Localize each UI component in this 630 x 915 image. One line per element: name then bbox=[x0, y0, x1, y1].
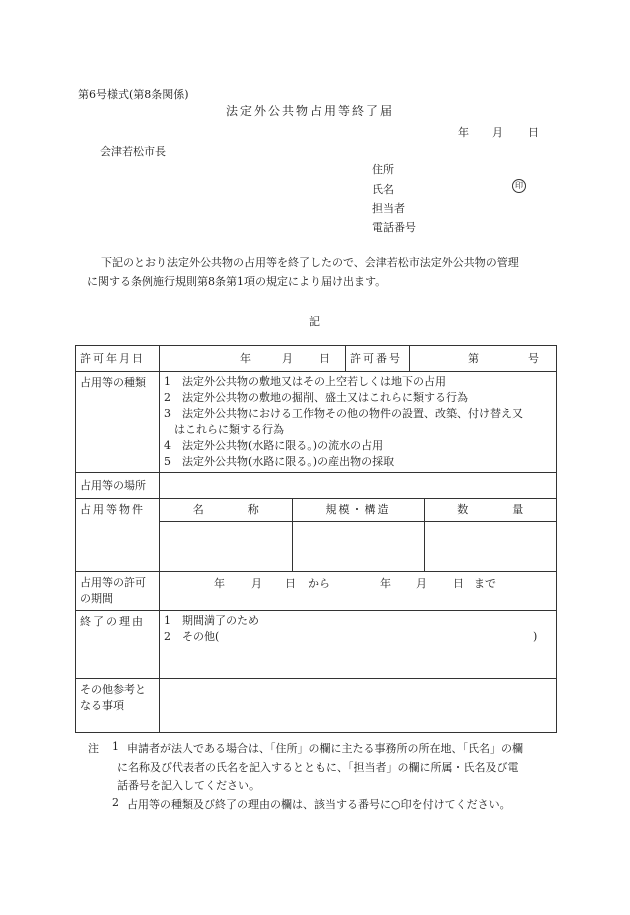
note-2-text: 占用等の種類及び終了の理由の欄は、該当する番号に○印を付けてください。 bbox=[127, 798, 511, 811]
occupation-type-list[interactable] bbox=[160, 372, 557, 473]
note-1-line-1: 申請者が法人である場合は、「住所」の欄に主たる事務所の所在地、「氏名」の欄 bbox=[127, 742, 523, 755]
object-label: 占用等物件 bbox=[76, 499, 160, 572]
period-label-line-2: の期間 bbox=[80, 591, 113, 605]
form-number: 第6号様式(第8条関係) bbox=[78, 88, 189, 101]
body-line-2: に関する条例施行規則第8条第1項の規定により届け出ます。 bbox=[87, 275, 387, 288]
note-1-line-2: に名称及び代表者の氏名を記入するとともに、「担当者」の欄に所属・氏名及び電 bbox=[117, 761, 519, 774]
reason-list[interactable] bbox=[160, 610, 557, 678]
place-field[interactable] bbox=[160, 473, 557, 499]
period-year-1: 年 bbox=[214, 576, 225, 590]
object-name-field[interactable] bbox=[160, 522, 292, 571]
permit-number-suffix: 号 bbox=[528, 352, 539, 365]
object-scale-header: 規模・構造 bbox=[292, 499, 424, 522]
occupation-type-label: 占用等の種類 bbox=[76, 372, 160, 473]
addressee: 会津若松市長 bbox=[100, 145, 166, 158]
permit-date-label: 許可年月日 bbox=[76, 346, 160, 372]
occupation-type-2[interactable]: 2 法定外公共物の敷地の掘削、盛土又はこれらに類する行為 bbox=[164, 391, 468, 404]
permit-year: 年 bbox=[240, 352, 251, 365]
other-label-line-1: その他参考と bbox=[80, 682, 146, 696]
note-2-number: 2 bbox=[112, 796, 119, 809]
address-label: 住所 bbox=[372, 163, 394, 176]
other-label-line-2: なる事項 bbox=[80, 698, 124, 712]
period-from: から bbox=[308, 576, 330, 590]
date-day: 日 bbox=[528, 126, 539, 139]
other-label bbox=[76, 678, 160, 732]
occupation-type-4[interactable]: 4 法定外公共物(水路に限る。)の流水の占用 bbox=[164, 439, 384, 452]
form-table bbox=[75, 345, 557, 733]
date-month: 月 bbox=[492, 126, 503, 139]
occupation-type-3-cont: はこれらに類する行為 bbox=[174, 423, 284, 436]
permit-month: 月 bbox=[282, 352, 293, 365]
permit-date-field[interactable] bbox=[160, 346, 346, 372]
phone-label: 電話番号 bbox=[372, 221, 416, 234]
period-label bbox=[76, 571, 160, 610]
permit-day: 日 bbox=[319, 352, 330, 365]
date-year: 年 bbox=[458, 126, 469, 139]
reason-label: 終了の理由 bbox=[76, 610, 160, 678]
object-scale-field[interactable] bbox=[292, 522, 424, 571]
page-title: 法定外公共物占用等終了届 bbox=[226, 104, 395, 118]
notes-prefix: 注 bbox=[88, 742, 99, 755]
permit-number-label: 許可番号 bbox=[346, 346, 410, 372]
period-day-2: 日 bbox=[453, 576, 464, 590]
permit-number-prefix: 第 bbox=[468, 352, 479, 365]
ki-marker: 記 bbox=[309, 315, 320, 328]
object-grid bbox=[160, 499, 557, 572]
place-label: 占用等の場所 bbox=[76, 473, 160, 499]
object-qty-field[interactable] bbox=[424, 522, 556, 571]
period-month-2: 月 bbox=[416, 576, 427, 590]
object-name-header: 名 称 bbox=[160, 499, 292, 522]
occupation-type-1[interactable]: 1 法定外公共物の敷地又はその上空若しくは地下の占用 bbox=[164, 375, 446, 388]
name-label: 氏名 bbox=[372, 183, 394, 196]
note-1-line-3: 話番号を記入してください。 bbox=[117, 779, 260, 792]
body-line-1: 下記のとおり法定外公共物の占用等を終了したので、会津若松市法定外公共物の管理 bbox=[101, 256, 519, 269]
permit-number-field[interactable] bbox=[410, 346, 557, 372]
reason-1[interactable]: 1 期間満了のため bbox=[164, 613, 259, 627]
period-year-2: 年 bbox=[380, 576, 391, 590]
period-label-line-1: 占用等の許可 bbox=[80, 575, 146, 589]
period-field[interactable] bbox=[160, 571, 557, 610]
other-field[interactable] bbox=[160, 678, 557, 732]
reason-2-close: ) bbox=[533, 629, 538, 643]
note-1-number: 1 bbox=[112, 740, 119, 753]
person-in-charge-label: 担当者 bbox=[372, 202, 405, 215]
seal-mark: 印 bbox=[512, 179, 526, 193]
reason-2[interactable]: 2 その他( bbox=[164, 629, 220, 643]
occupation-type-3[interactable]: 3 法定外公共物における工作物その他の物件の設置、改築、付け替え又 bbox=[164, 407, 523, 420]
period-month-1: 月 bbox=[251, 576, 262, 590]
period-day-1: 日 bbox=[285, 576, 296, 590]
period-to: まで bbox=[474, 576, 496, 590]
occupation-type-5[interactable]: 5 法定外公共物(水路に限る。)の産出物の採取 bbox=[164, 455, 395, 468]
object-qty-header: 数 量 bbox=[424, 499, 556, 522]
